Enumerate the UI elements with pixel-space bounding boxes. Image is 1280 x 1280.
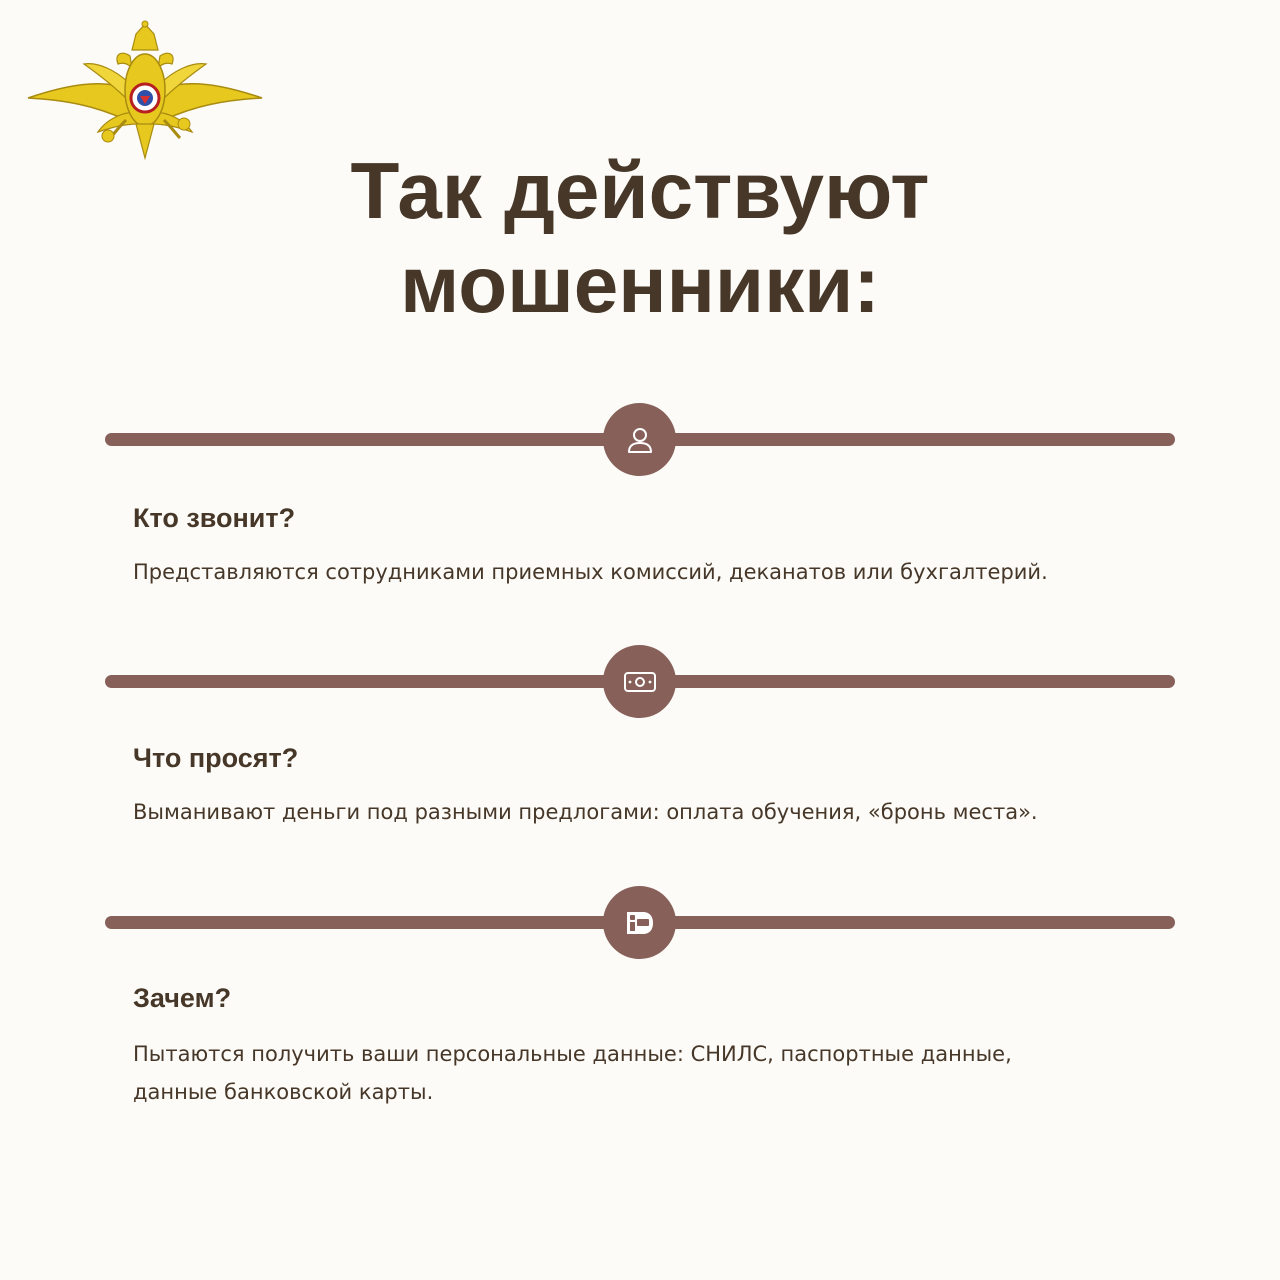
section-divider-what <box>105 675 1175 688</box>
section-divider-why <box>105 916 1175 929</box>
section-text-what: Выманивают деньги под разными предлогами: оплата обучения, «бронь места». <box>133 800 1038 824</box>
section-divider-who <box>105 433 1175 446</box>
page-title <box>0 144 1280 332</box>
section-title-why: Зачем? <box>133 983 232 1013</box>
section-text-why-line-2: данные банковской карты. <box>133 1080 434 1104</box>
id-card-icon <box>603 886 676 959</box>
section-text-who: Представляются сотрудниками приемных комиссий, деканатов или бухгалтерий. <box>133 560 1048 584</box>
user-icon <box>603 403 676 476</box>
mvd-emblem-icon <box>26 20 264 162</box>
section-text-why <box>133 1035 1153 1111</box>
money-icon <box>603 645 676 718</box>
section-title-what: Что просят? <box>133 743 299 773</box>
section-text-why-line-1: Пытаются получить ваши персональные данные: СНИЛС, паспортные данные, <box>133 1042 1012 1066</box>
page-title-line-1: Так действуют <box>350 146 930 235</box>
section-title-who: Кто звонит? <box>133 503 296 533</box>
page-title-line-2: мошенники: <box>400 240 880 329</box>
